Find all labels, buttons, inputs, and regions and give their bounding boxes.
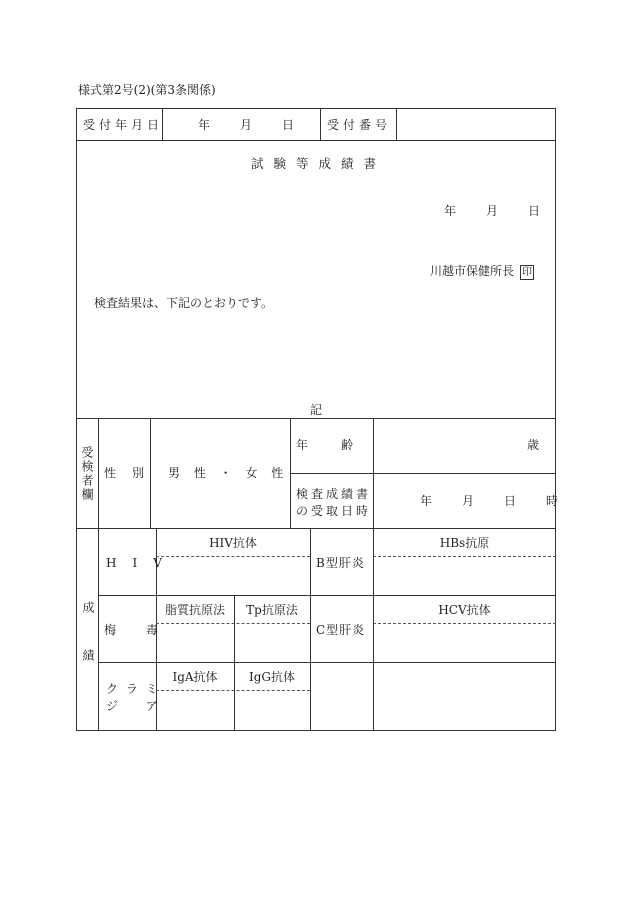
- report-received-label-line2: の受取日時: [296, 504, 372, 518]
- hepc-label: C型肝炎: [316, 623, 366, 637]
- reception-date-field[interactable]: 年 月 日: [198, 118, 297, 132]
- syphilis-lipid-header: 脂質抗原法: [164, 603, 225, 617]
- row-divider: [290, 473, 556, 474]
- hiv-result-field[interactable]: [158, 560, 308, 592]
- col-divider: [150, 418, 151, 528]
- statement: 検査結果は、下記のとおりです。: [94, 296, 274, 310]
- age-unit: 歳: [527, 438, 540, 452]
- issue-date: 年 月 日: [444, 204, 543, 218]
- sub-divider: [156, 623, 310, 624]
- record-mark: 記: [310, 403, 323, 417]
- reception-number-label: 受付番号: [327, 118, 392, 132]
- syphilis-tp-header: Tp抗原法: [246, 603, 298, 617]
- hepb-label: B型肝炎: [316, 556, 365, 570]
- hiv-sub-header: HIV抗体: [209, 536, 257, 550]
- syphilis-label: 梅 毒: [104, 623, 161, 637]
- report-received-label: [296, 487, 371, 518]
- col-divider: [98, 418, 99, 528]
- sub-divider: [156, 556, 310, 557]
- col-divider: [310, 528, 311, 730]
- hiv-label: H I V: [106, 556, 164, 570]
- issuer-name: 川越市保健所長: [430, 264, 515, 278]
- header-divider: [396, 108, 397, 141]
- report-received-label-line1: 検査成績書: [296, 487, 372, 501]
- sub-divider: [373, 556, 556, 557]
- hepb-result-field[interactable]: [375, 560, 554, 592]
- col-divider: [98, 528, 99, 730]
- results-section-label: 成 績: [81, 601, 95, 665]
- age-label: 年 齢: [296, 438, 357, 452]
- chlamydia-label-line1: ク ラ ミ: [106, 682, 160, 696]
- syphilis-lipid-field[interactable]: [158, 627, 232, 659]
- hepc-result-field[interactable]: [375, 627, 554, 659]
- row-divider: [98, 662, 556, 663]
- sex-label: 性 別: [104, 466, 147, 480]
- examinee-section-label: 受検者欄: [80, 446, 94, 502]
- syphilis-tp-field[interactable]: [236, 627, 308, 659]
- hepc-sub-header: HCV抗体: [438, 603, 491, 617]
- sub-divider: [373, 623, 556, 624]
- report-received-field[interactable]: 年 月 日 時: [420, 494, 561, 508]
- form-number: 様式第2号(2)(第3条関係): [78, 83, 216, 97]
- sex-selector[interactable]: 男 性 ・ 女 性: [168, 466, 289, 480]
- chlamydia-igg-field[interactable]: [236, 694, 308, 726]
- row-divider: [98, 595, 556, 596]
- reception-date-label: 受付年月日: [83, 118, 164, 132]
- header-divider: [320, 108, 321, 141]
- chlamydia-iga-field[interactable]: [158, 694, 232, 726]
- seal-mark: 印: [522, 267, 533, 278]
- issuer: [430, 264, 534, 280]
- chlamydia-igg-header: IgG抗体: [248, 670, 295, 684]
- chlamydia-iga-header: IgA抗体: [172, 670, 218, 684]
- reception-number-field[interactable]: [402, 118, 552, 134]
- col-divider: [373, 528, 374, 730]
- document-title: 試験等成績書: [251, 156, 387, 171]
- hepb-sub-header: HBs抗原: [439, 536, 490, 550]
- sub-divider: [156, 690, 310, 691]
- chlamydia-label-line2: ジ ア: [106, 699, 160, 713]
- chlamydia-label: [106, 682, 160, 713]
